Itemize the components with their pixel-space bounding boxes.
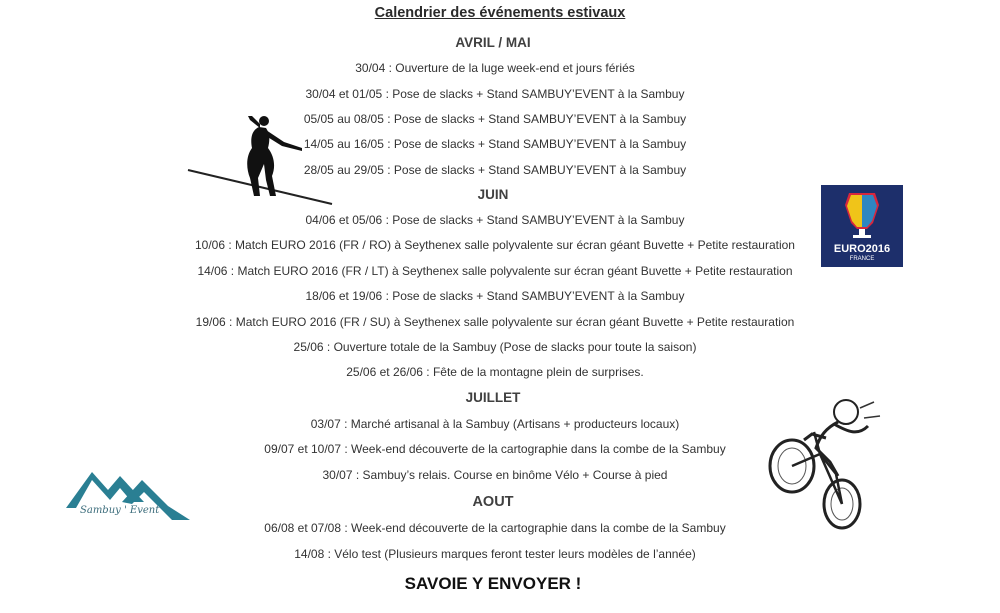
- section-heading-avril-mai: AVRIL / MAI: [455, 35, 531, 50]
- event-line: 10/06 : Match EURO 2016 (FR / RO) à Seythenex salle polyvalente sur écran géant Buvette + Petite restauration: [195, 238, 795, 252]
- euro-2016-logo: [821, 185, 903, 267]
- event-line: 06/08 et 07/08 : Week-end découverte de la cartographie dans la combe de la Sambuy: [264, 521, 726, 535]
- sambuy-logo-text: Sambuy ' Event: [80, 505, 160, 516]
- event-line: 30/04 : Ouverture de la luge week-end et jours fériés: [355, 61, 635, 75]
- event-line: 03/07 : Marché artisanal à la Sambuy (Artisans + producteurs locaux): [310, 417, 680, 431]
- page-title: Calendrier des événements estivaux: [374, 5, 626, 21]
- event-line: 28/05 au 29/05 : Pose de slacks + Stand SAMBUY’EVENT à la Sambuy: [303, 163, 687, 177]
- event-line: 14/08 : Vélo test (Plusieurs marques feront tester leurs modèles de l’année): [294, 547, 696, 561]
- event-line: 18/06 et 19/06 : Pose de slacks + Stand SAMBUY’EVENT à la Sambuy: [305, 289, 685, 303]
- section-heading-juillet: JUILLET: [465, 390, 521, 405]
- mountain-biker-icon: [764, 392, 888, 532]
- event-line: 30/04 et 01/05 : Pose de slacks + Stand SAMBUY’EVENT à la Sambuy: [305, 87, 685, 101]
- slackliner-icon: [186, 112, 336, 210]
- cta-text: SAVOIE Y ENVOYER !: [404, 574, 582, 593]
- event-line: 30/07 : Sambuy’s relais. Course en binôme Vélo + Course à pied: [322, 468, 668, 482]
- event-line: 14/06 : Match EURO 2016 (FR / LT) à Seythenex salle polyvalente sur écran géant Buvette + Petite restauration: [197, 264, 793, 278]
- mountain-logo-icon: [62, 462, 192, 526]
- euro-logo-subtext: FRANCE: [849, 256, 875, 262]
- euro-logo-text: EURO2016: [833, 243, 891, 255]
- event-line: 25/06 et 26/06 : Fête de la montagne plein de surprises.: [346, 365, 644, 379]
- event-line: 05/05 au 08/05 : Pose de slacks + Stand SAMBUY’EVENT à la Sambuy: [303, 112, 687, 126]
- sambuy-event-logo: [62, 462, 192, 526]
- event-line: 19/06 : Match EURO 2016 (FR / SU) à Seythenex salle polyvalente sur écran géant Buvette + Petite restauration: [195, 315, 795, 329]
- event-line: 25/06 : Ouverture totale de la Sambuy (Pose de slacks pour toute la saison): [293, 340, 697, 354]
- event-line: 04/06 et 05/06 : Pose de slacks + Stand SAMBUY’EVENT à la Sambuy: [305, 213, 685, 227]
- section-heading-juin: JUIN: [477, 187, 509, 202]
- section-heading-aout: AOUT: [472, 494, 514, 510]
- event-line: 09/07 et 10/07 : Week-end découverte de la cartographie dans la combe de la Sambuy: [264, 442, 726, 456]
- event-line: 14/05 au 16/05 : Pose de slacks + Stand SAMBUY’EVENT à la Sambuy: [303, 137, 687, 151]
